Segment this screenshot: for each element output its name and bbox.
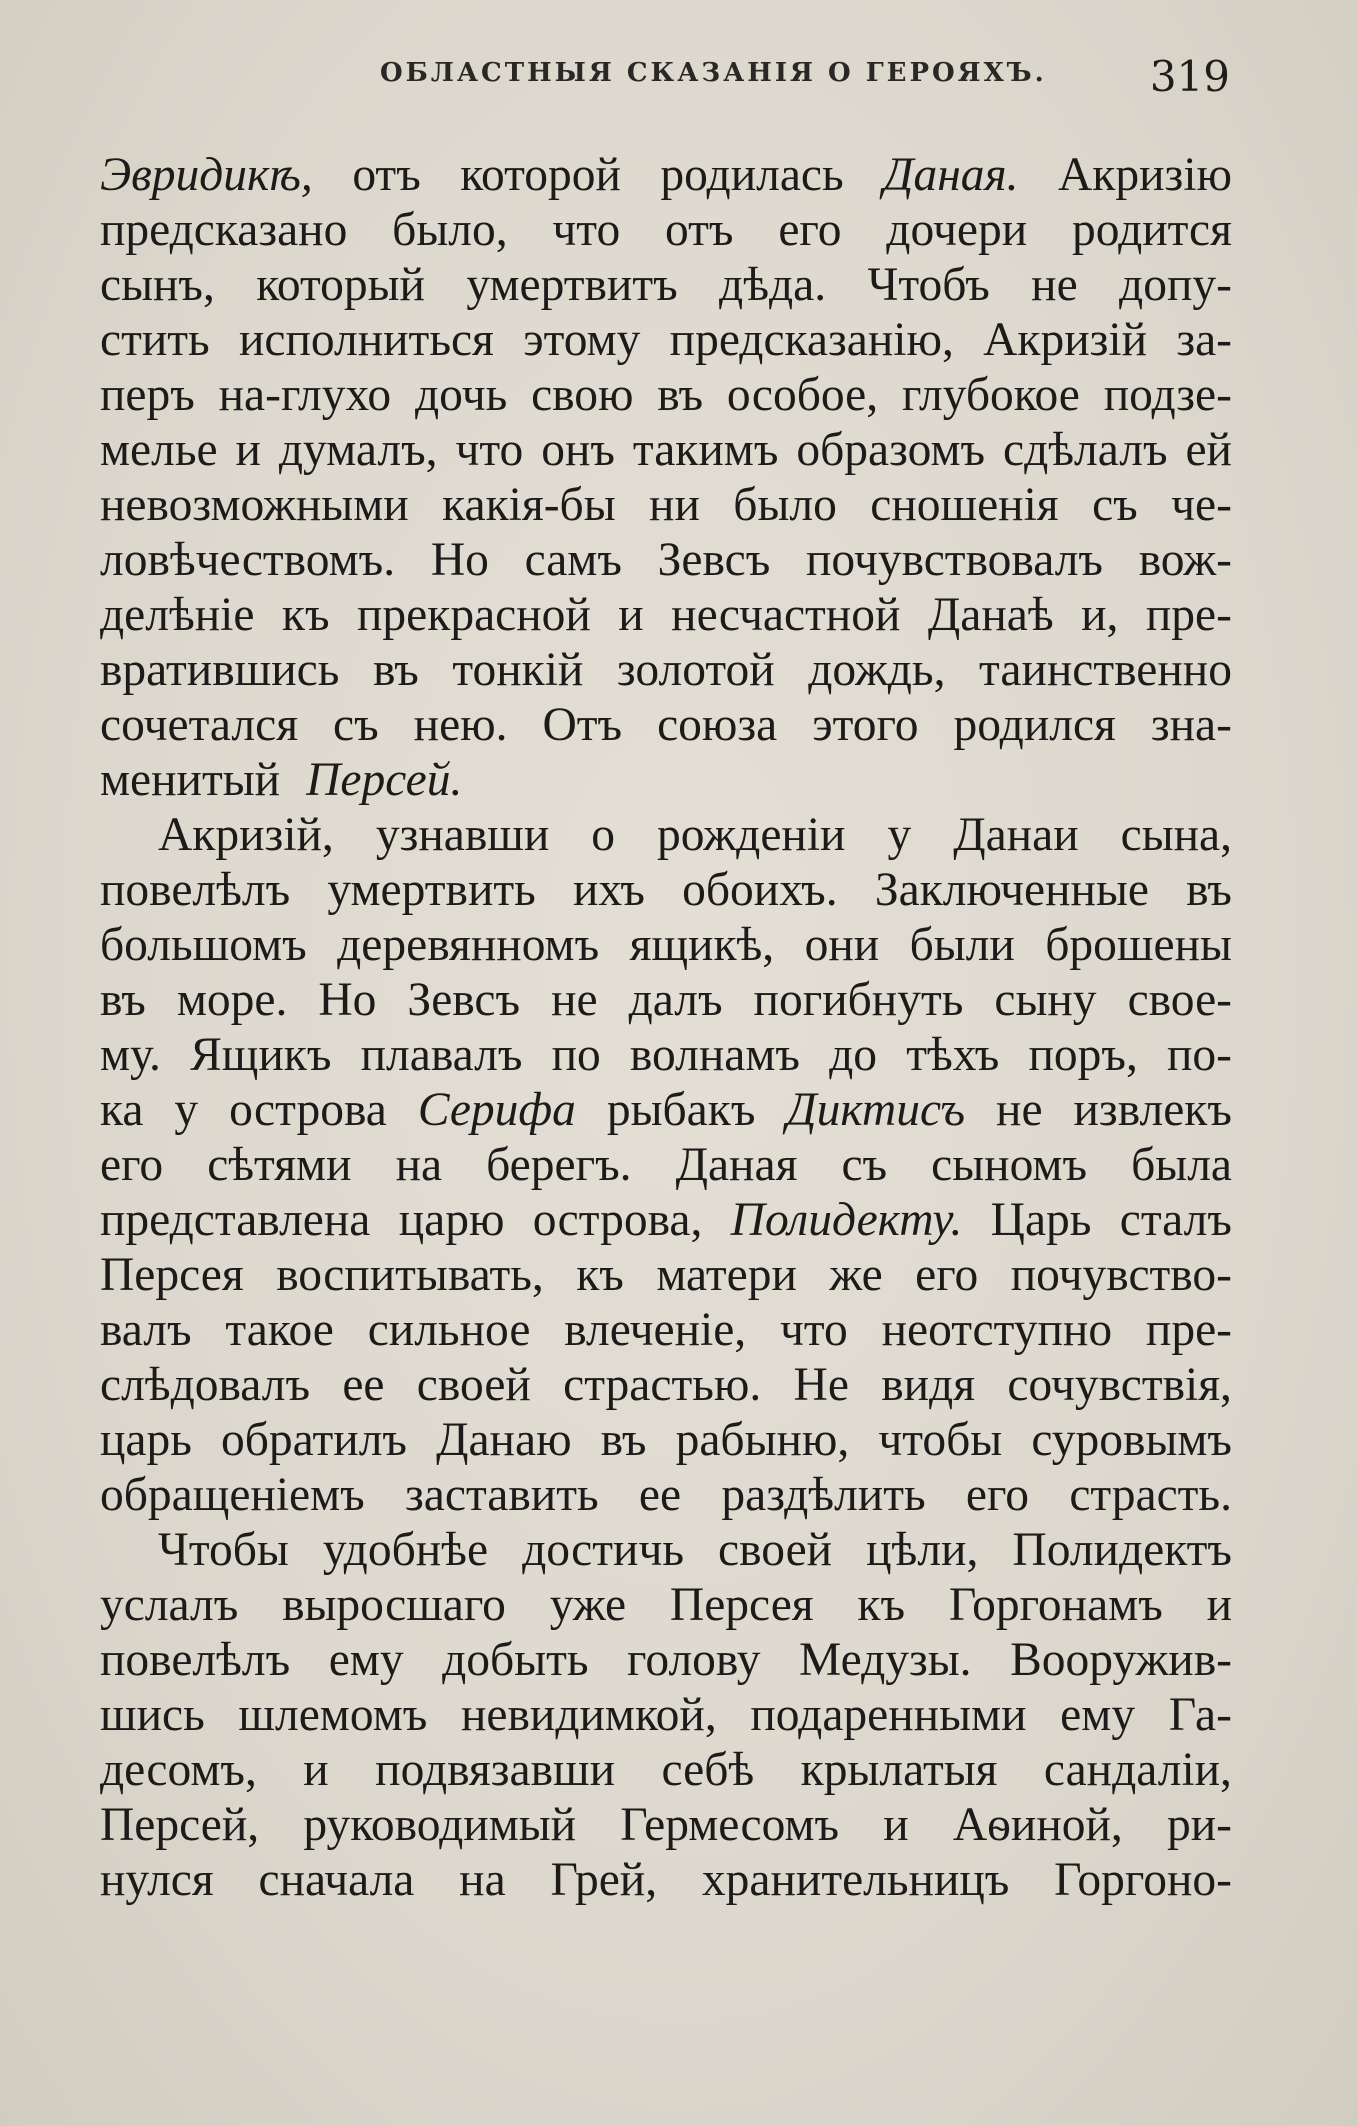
word: ему xyxy=(1060,1689,1136,1741)
word: что xyxy=(779,1304,848,1356)
word: пре- xyxy=(1145,589,1232,641)
text-line xyxy=(100,1083,1232,1138)
word: свою xyxy=(531,369,634,421)
word: не xyxy=(1031,259,1078,311)
word: на-глухо xyxy=(218,369,392,421)
word: берегъ. xyxy=(486,1139,632,1191)
word: Не xyxy=(793,1359,849,1411)
word: Грей, xyxy=(550,1854,658,1906)
word: Чтобъ xyxy=(867,259,990,311)
word: тѣхъ xyxy=(906,1029,1000,1081)
word: страсть. xyxy=(1069,1469,1232,1521)
word: острова, xyxy=(532,1194,703,1246)
italic-word: Персей. xyxy=(306,754,463,806)
word: было xyxy=(733,479,837,531)
text-line xyxy=(100,1688,1232,1743)
italic-word: Полидекту. xyxy=(730,1194,963,1246)
word: неотступно xyxy=(881,1304,1113,1356)
word: съ xyxy=(333,699,379,751)
text-line xyxy=(100,1248,1232,1303)
word: обратилъ xyxy=(221,1414,407,1466)
word: повелѣлъ xyxy=(100,1634,291,1686)
word: было, xyxy=(392,204,508,256)
italic-word: Диктисъ xyxy=(786,1084,966,1136)
word: сдѣлалъ xyxy=(1003,424,1168,476)
word: десомъ, xyxy=(100,1744,257,1796)
word: умертвить xyxy=(327,864,536,916)
word: Аѳиной, xyxy=(952,1799,1123,1851)
word: образомъ xyxy=(796,424,986,476)
word: исполниться xyxy=(238,314,494,366)
text-line xyxy=(100,918,1232,973)
word: Но xyxy=(318,974,377,1026)
text-line xyxy=(100,1413,1232,1468)
word: вож- xyxy=(1138,534,1232,586)
text-line xyxy=(100,973,1232,1028)
word: Данаѣ xyxy=(927,589,1054,641)
word: валъ xyxy=(100,1304,192,1356)
word: къ xyxy=(576,1249,624,1301)
word: свое- xyxy=(1127,974,1232,1026)
text-line xyxy=(100,1578,1232,1633)
word: у xyxy=(887,809,912,861)
text-line xyxy=(100,1743,1232,1798)
word: царю xyxy=(398,1194,505,1246)
word: представлена xyxy=(100,1194,371,1246)
word: сильное xyxy=(367,1304,531,1356)
text-line xyxy=(100,1138,1232,1193)
word: себѣ xyxy=(661,1744,755,1796)
word: Заключенные xyxy=(874,864,1149,916)
word: за- xyxy=(1176,314,1232,366)
word: по xyxy=(551,1029,601,1081)
text-line xyxy=(100,203,1232,258)
text-line xyxy=(100,1303,1232,1358)
word: руководимый xyxy=(303,1799,577,1851)
word: же xyxy=(829,1249,883,1301)
word: у xyxy=(174,1084,199,1136)
word: рыбакъ xyxy=(606,1084,756,1136)
paragraph xyxy=(100,148,1232,808)
text-line xyxy=(100,148,1232,203)
word: дождь, xyxy=(808,644,946,696)
word: шлемомъ xyxy=(238,1689,428,1741)
word: въ xyxy=(600,1414,647,1466)
word: заставить xyxy=(405,1469,599,1521)
word: таинственно xyxy=(979,644,1232,696)
word: сыну xyxy=(994,974,1097,1026)
word: дочери xyxy=(886,204,1028,256)
word: слѣдовалъ xyxy=(100,1359,311,1411)
word: менитый xyxy=(100,754,281,806)
word: пре- xyxy=(1145,1304,1232,1356)
word: видя xyxy=(881,1359,976,1411)
page-header xyxy=(380,52,1230,102)
word: его xyxy=(100,1139,164,1191)
text-line xyxy=(100,1468,1232,1523)
word: суровымъ xyxy=(1031,1414,1232,1466)
word: такое xyxy=(225,1304,334,1356)
text-line xyxy=(100,368,1232,423)
word: тонкій xyxy=(452,644,584,696)
word: и xyxy=(1206,1579,1232,1631)
word: услалъ xyxy=(100,1579,239,1631)
word: Данаю xyxy=(436,1414,572,1466)
word: удобнѣе xyxy=(322,1524,489,1576)
word: брошены xyxy=(1045,919,1232,971)
word: союза xyxy=(657,699,778,751)
word: крылатыя xyxy=(800,1744,998,1796)
text-line xyxy=(100,1633,1232,1688)
word: на xyxy=(395,1139,443,1191)
word: и xyxy=(883,1799,909,1851)
word: зна- xyxy=(1150,699,1232,751)
text-line xyxy=(100,643,1232,698)
word: Акризій, xyxy=(158,809,334,861)
word: матери xyxy=(656,1249,797,1301)
word: умертвитъ xyxy=(466,259,678,311)
word: почувство- xyxy=(1010,1249,1232,1301)
word: страстью. xyxy=(563,1359,762,1411)
word: Акризію xyxy=(1058,149,1232,201)
word: Зевсъ xyxy=(407,974,521,1026)
word: обращеніемъ xyxy=(100,1469,365,1521)
word: делѣніе xyxy=(100,589,255,641)
word: думалъ, xyxy=(278,424,438,476)
word: вратившись xyxy=(100,644,340,696)
word: сталъ xyxy=(1119,1194,1232,1246)
word: му. xyxy=(100,1029,161,1081)
paragraph xyxy=(100,1523,1232,1908)
word: воспитывать, xyxy=(276,1249,544,1301)
text-line xyxy=(100,258,1232,313)
word: въ xyxy=(657,369,704,421)
word: царь xyxy=(100,1414,192,1466)
text-line xyxy=(100,478,1232,533)
word: не xyxy=(551,974,598,1026)
running-title: ОБЛАСТНЫЯ СКАЗАНІЯ О ГЕРОЯХЪ. xyxy=(380,58,1047,88)
word: достичь xyxy=(522,1524,684,1576)
word: плавалъ xyxy=(360,1029,523,1081)
word: Персея xyxy=(669,1579,814,1631)
word: волнамъ xyxy=(629,1029,800,1081)
word: подзе- xyxy=(1103,369,1232,421)
word: онъ xyxy=(541,424,615,476)
word: и xyxy=(303,1744,329,1796)
word: нею. xyxy=(413,699,508,751)
text-line xyxy=(100,1798,1232,1853)
word: добыть xyxy=(442,1634,589,1686)
word: и xyxy=(618,589,644,641)
word: сношенія xyxy=(870,479,1059,531)
text-line xyxy=(100,313,1232,368)
word: отъ xyxy=(665,204,734,256)
word: че- xyxy=(1171,479,1232,531)
word: его xyxy=(915,1249,979,1301)
word: съ xyxy=(1092,479,1138,531)
word: родится xyxy=(1071,204,1232,256)
word: влеченіе, xyxy=(564,1304,747,1356)
word: несчастной xyxy=(671,589,901,641)
italic-word: Эвридикѣ, xyxy=(100,149,313,201)
word: Медузы. xyxy=(799,1634,972,1686)
word: какія-бы xyxy=(442,479,616,531)
word: поръ, xyxy=(1028,1029,1138,1081)
word: подвязавши xyxy=(375,1744,616,1796)
word: своей xyxy=(416,1359,531,1411)
word: къ xyxy=(857,1579,906,1631)
text-line xyxy=(100,533,1232,588)
word: родилась xyxy=(660,149,844,201)
word: Полидектъ xyxy=(1012,1524,1232,1576)
word: этого xyxy=(812,699,919,751)
word: ка xyxy=(100,1084,144,1136)
word: ни xyxy=(649,479,700,531)
word: Царь xyxy=(990,1194,1092,1246)
word: Но xyxy=(430,534,489,586)
word: узнавши xyxy=(375,809,550,861)
text-line xyxy=(100,1193,1232,1248)
word: была xyxy=(1131,1139,1232,1191)
word: дочь xyxy=(415,369,508,421)
word: ри- xyxy=(1166,1799,1232,1851)
word: съ xyxy=(841,1139,888,1191)
word: такимъ xyxy=(632,424,779,476)
word: предсказанію, xyxy=(669,314,954,366)
word: самъ xyxy=(524,534,622,586)
word: его xyxy=(965,1469,1030,1521)
text-line xyxy=(100,1523,1232,1578)
text-line xyxy=(100,698,1232,753)
word: выросшаго xyxy=(282,1579,506,1631)
word: въ xyxy=(100,974,146,1026)
word: глубокое xyxy=(901,369,1080,421)
word: сѣтями xyxy=(207,1139,352,1191)
word: въ xyxy=(372,644,419,696)
word: прекрасной xyxy=(357,589,591,641)
word: отъ xyxy=(352,149,421,201)
word: не xyxy=(996,1084,1043,1136)
word: были xyxy=(909,919,1015,971)
page-number: 319 xyxy=(1149,52,1230,101)
word: ее xyxy=(638,1469,682,1521)
word: острова xyxy=(229,1084,387,1136)
word: предсказано xyxy=(100,204,348,256)
word: ему xyxy=(328,1634,404,1686)
word: невидимкой, xyxy=(460,1689,717,1741)
word: извлекъ xyxy=(1073,1084,1232,1136)
word: Отъ xyxy=(542,699,623,751)
word: сандаліи, xyxy=(1043,1744,1232,1796)
word: Чтобы xyxy=(158,1524,289,1576)
text-line xyxy=(100,1358,1232,1413)
word: Акризій xyxy=(983,314,1148,366)
text-line xyxy=(100,863,1232,918)
text-line xyxy=(100,423,1232,478)
word: ихъ xyxy=(573,864,645,916)
text-line xyxy=(100,588,1232,643)
word: сыномъ xyxy=(931,1139,1088,1191)
word: большомъ xyxy=(100,919,307,971)
word: далъ xyxy=(628,974,723,1026)
word: золотой xyxy=(616,644,775,696)
word: почувствовалъ xyxy=(806,534,1103,586)
word: на xyxy=(459,1854,506,1906)
word: раздѣлить xyxy=(721,1469,926,1521)
word: ее xyxy=(342,1359,385,1411)
word: Персей, xyxy=(100,1799,260,1851)
word: обоихъ. xyxy=(682,864,838,916)
word: сына, xyxy=(1120,809,1232,861)
word: рабыню, xyxy=(675,1414,850,1466)
word: сначала xyxy=(258,1854,415,1906)
word: его xyxy=(778,204,842,256)
word: уже xyxy=(549,1579,627,1631)
word: въ xyxy=(1186,864,1232,916)
word: Данаи xyxy=(953,809,1079,861)
word: ящикѣ, xyxy=(629,919,775,971)
word: сынъ, xyxy=(100,259,215,311)
word: перъ xyxy=(100,369,195,421)
word: погибнуть xyxy=(753,974,964,1026)
word: море. xyxy=(176,974,288,1026)
word: Горгонамъ xyxy=(948,1579,1163,1631)
word: Горгоно- xyxy=(1054,1854,1232,1906)
word: особое, xyxy=(726,369,879,421)
word: Персея xyxy=(100,1249,244,1301)
italic-word: Даная. xyxy=(883,149,1019,201)
text-line xyxy=(100,1028,1232,1083)
word: Ящикъ xyxy=(190,1029,332,1081)
word: мелье xyxy=(100,424,218,476)
word: Даная xyxy=(675,1139,798,1191)
word: голову xyxy=(627,1634,761,1686)
word: невозможными xyxy=(100,479,409,531)
word: къ xyxy=(281,589,330,641)
word: и, xyxy=(1081,589,1119,641)
word: Гермесомъ xyxy=(620,1799,840,1851)
text-line xyxy=(100,1853,1232,1908)
word: хранительницъ xyxy=(701,1854,1010,1906)
word: рожденіи xyxy=(657,809,846,861)
word: Га- xyxy=(1168,1689,1232,1741)
word: подаренными xyxy=(750,1689,1027,1741)
word: Зевсъ xyxy=(657,534,771,586)
word: который xyxy=(256,259,425,311)
word: сочувствія, xyxy=(1007,1359,1232,1411)
word: чтобы xyxy=(878,1414,1003,1466)
body-text xyxy=(100,148,1232,1908)
text-line xyxy=(100,808,1232,863)
word: ловѣчествомъ. xyxy=(100,534,396,586)
word: родился xyxy=(953,699,1116,751)
word: стить xyxy=(100,314,210,366)
word: цѣли, xyxy=(866,1524,979,1576)
paragraph xyxy=(100,808,1232,1523)
word: этому xyxy=(523,314,641,366)
word: шись xyxy=(100,1689,205,1741)
word: сочетался xyxy=(100,699,299,751)
word: дѣда. xyxy=(719,259,827,311)
word: по- xyxy=(1167,1029,1232,1081)
word: они xyxy=(804,919,880,971)
word: своей xyxy=(718,1524,833,1576)
word: повелѣлъ xyxy=(100,864,291,916)
word: что xyxy=(552,204,621,256)
italic-word: Серифа xyxy=(417,1084,576,1136)
word: до xyxy=(829,1029,878,1081)
word: Вооружив- xyxy=(1010,1634,1232,1686)
word: которой xyxy=(460,149,621,201)
word: что xyxy=(455,424,524,476)
word: о xyxy=(591,809,616,861)
word: нулся xyxy=(100,1854,214,1906)
word: деревянномъ xyxy=(337,919,600,971)
word: и xyxy=(235,424,261,476)
word: ей xyxy=(1185,424,1232,476)
word: допу- xyxy=(1119,259,1232,311)
text-line xyxy=(100,753,1232,808)
